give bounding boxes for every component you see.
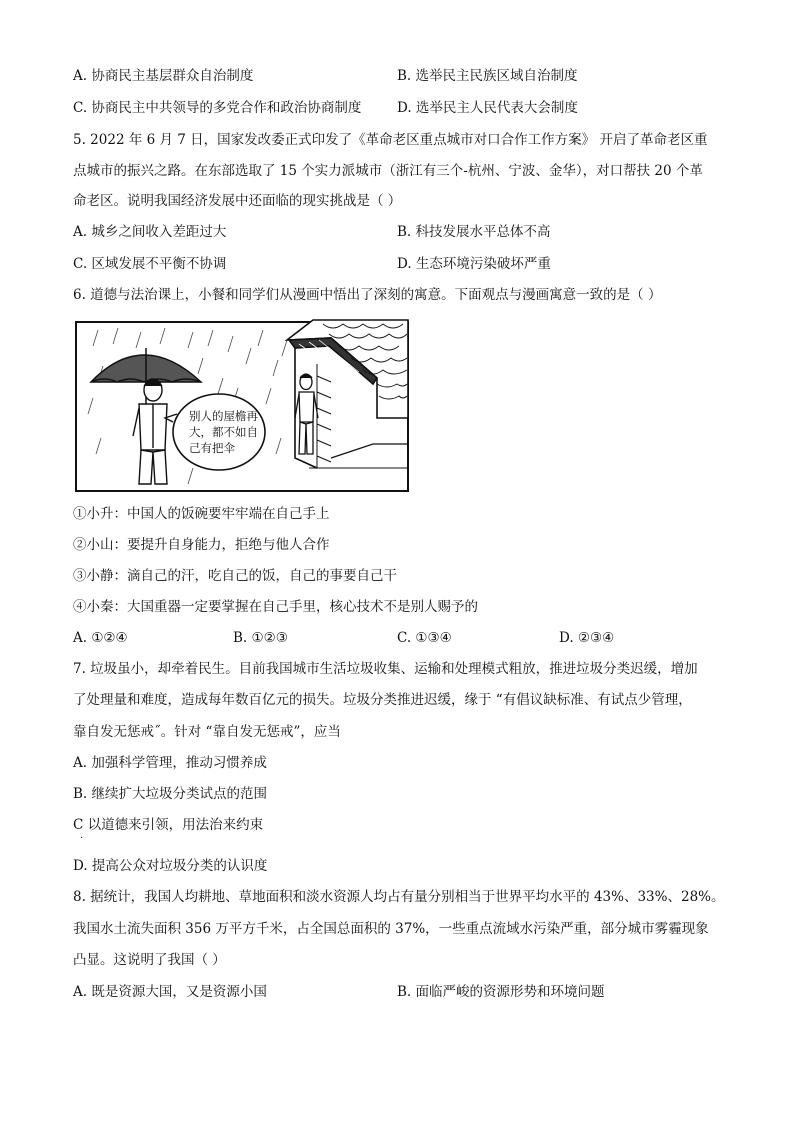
q6-option-c: C. ①③④ <box>397 630 452 646</box>
q5-stem-line-3: 命老区。说明我国经济发展中还面临的现实挑战是（ ） <box>73 193 402 209</box>
q7-option-a: A. 加强科学管理，推动习惯养成 <box>73 755 267 771</box>
q6-statement-4: ④小秦：大国重器一定要掌握在自己手里，核心技术不是别人赐予的 <box>73 599 478 615</box>
q8-stem-line-3: 凸显。这说明了我国（ ） <box>73 952 226 968</box>
q4-option-a: A. 协商民主基层群众自治制度 <box>73 68 254 84</box>
q8-option-b: B. 面临严峻的资源形势和环境问题 <box>397 984 605 1000</box>
speech-line-3: 己有把伞 <box>189 441 235 455</box>
q5-option-d: D. 生态环境污染破坏严重 <box>397 256 551 272</box>
speech-line-2: 大，都不如自 <box>189 425 258 439</box>
speech-line-1: 别人的屋檐再 <box>189 409 258 423</box>
q8-stem-line-2: 我国水土流失面积 356 万平方千米，占全国总面积的 37%，一些重点流域水污染严重，部分城市雾霾现象 <box>73 921 709 937</box>
q5-option-b: B. 科技发展水平总体不高 <box>397 224 551 240</box>
q6-statement-2: ②小山：要提升自身能力，拒绝与他人合作 <box>73 537 330 553</box>
q7-stem-line-1: 7. 垃圾虽小，却牵着民生。目前我国城市生活垃圾收集、运输和处理模式粗放，推进垃圾分类迟缓，增加 <box>73 661 698 677</box>
stray-dot: · <box>80 833 84 844</box>
q5-stem-line-1: 5. 2022 年 6 月 7 日，国家发改委正式印发了《革命老区重点城市对口合作工作方案》 开启了革命老区重 <box>73 132 708 148</box>
q6-option-a: A. ①②④ <box>73 630 128 646</box>
q6-statement-1: ①小升：中国人的饭碗要牢牢端在自己手上 <box>73 506 330 522</box>
q8-stem-line-1: 8. 据统计，我国人均耕地、草地面积和淡水资源人均占有量分别相当于世界平均水平的 43%、33%、28%。 <box>73 889 725 905</box>
q7-stem-line-2: 了处理量和难度，造成每年数百亿元的损失。垃圾分类推进迟缓，缘于 “有倡议缺标准、有试点少管理， <box>73 692 692 708</box>
q5-option-c: C. 区域发展不平衡不协调 <box>73 256 227 272</box>
q5-option-a: A. 城乡之间收入差距过大 <box>73 224 227 240</box>
q6-stem-line-1: 6. 道德与法治课上，小餐和同学们从漫画中悟出了深刻的寓意。下面观点与漫画寓意一致的是（ ） <box>73 287 662 303</box>
q6-option-b: B. ①②③ <box>233 630 288 646</box>
q8-option-a: A. 既是资源大国，又是资源小国 <box>73 984 267 1000</box>
umbrella-cartoon-image <box>73 318 411 494</box>
q7-option-b: B. 继续扩大垃圾分类试点的范围 <box>73 786 268 802</box>
q7-option-d: D. 提高公众对垃圾分类的认识度 <box>73 858 268 874</box>
q6-statement-3: ③小静：滴自己的汗，吃自己的饭，自己的事要自己干 <box>73 568 397 584</box>
q4-option-c: C. 协商民主中共领导的多党合作和政治协商制度 <box>73 100 362 116</box>
q7-stem-line-3: 靠自发无惩戒˝。针对 “靠自发无惩戒”，应当 <box>73 724 341 740</box>
q5-stem-line-2: 点城市的振兴之路。在东部选取了 15 个实力派城市（浙江有三个-杭州、宁波、金华），对口帮扶 20 个革 <box>73 163 703 179</box>
q4-option-d: D. 选举民主人民代表大会制度 <box>397 100 578 116</box>
q4-option-b: B. 选举民主民族区域自治制度 <box>397 68 578 84</box>
q7-option-c: C 以道德来引领，用法治来约束 <box>73 817 264 833</box>
q6-option-d: D. ②③④ <box>559 630 615 646</box>
